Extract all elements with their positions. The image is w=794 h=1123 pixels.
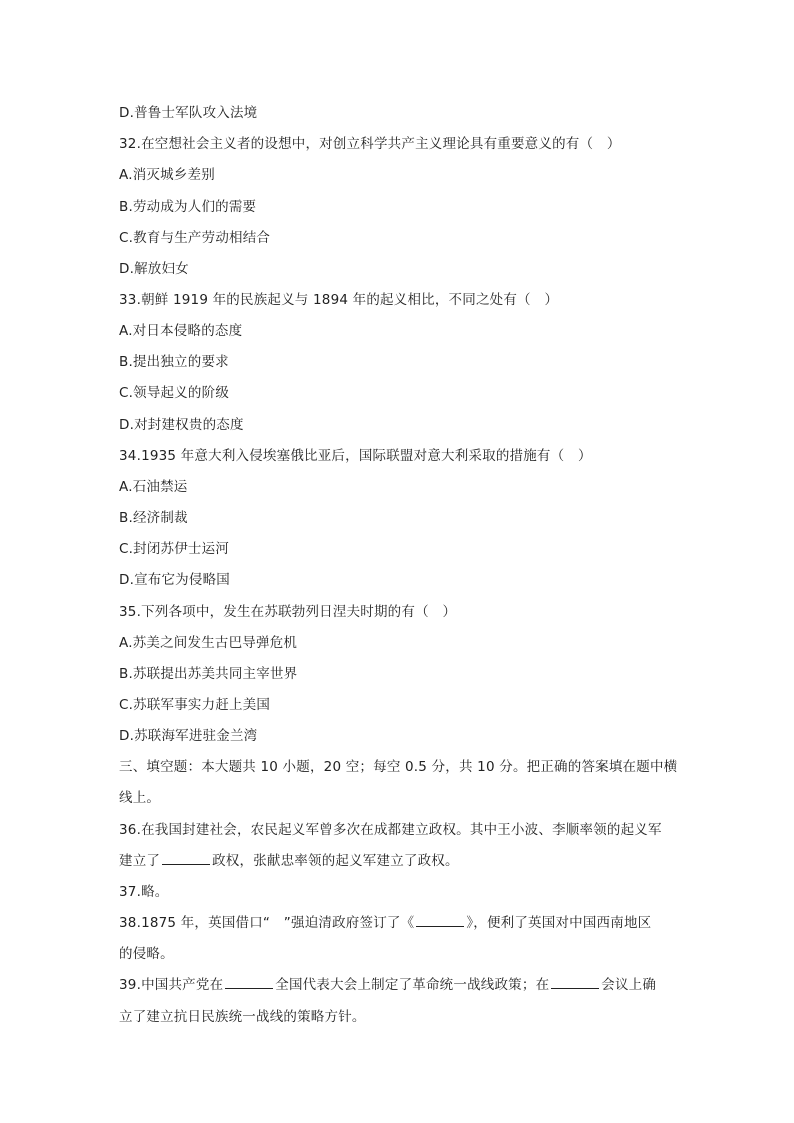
option-34-d: D.宣布它为侵略国 bbox=[119, 572, 230, 588]
option-35-c: C.苏联军事实力赶上美国 bbox=[119, 697, 271, 713]
question-35: 35.下列各项中，发生在苏联勃列日涅夫时期的有（ ） bbox=[119, 604, 457, 620]
option-d-prussian-army: D.普鲁士军队攻入法境 bbox=[119, 105, 258, 121]
question-38-continued: 的侵略。 bbox=[119, 946, 174, 962]
question-32: 32.在空想社会主义者的设想中，对创立科学共产主义理论具有重要意义的有（ ） bbox=[119, 136, 621, 152]
question-36: 36.在我国封建社会，农民起义军曾多次在成都建立政权。其中王小波、李顺率领的起义军 bbox=[119, 822, 662, 838]
q39-text-part2: 全国代表大会上制定了革命统一战线政策；在 bbox=[275, 977, 550, 993]
option-35-b: B.苏联提出苏美共同主宰世界 bbox=[119, 666, 298, 682]
answer-blank bbox=[551, 975, 599, 989]
option-34-c: C.封闭苏伊士运河 bbox=[119, 541, 230, 557]
question-37: 37.略。 bbox=[119, 884, 169, 900]
answer-blank bbox=[416, 913, 464, 927]
option-33-d: D.对封建权贵的态度 bbox=[119, 417, 244, 433]
q39-text-part3: 会议上确 bbox=[601, 977, 657, 993]
option-33-a: A.对日本侵略的态度 bbox=[119, 323, 243, 339]
q38-text-before: 38.1875 年，英国借口“ ”强迫清政府签订了《 bbox=[119, 915, 415, 931]
answer-blank bbox=[225, 975, 273, 989]
question-39 bbox=[119, 975, 694, 995]
option-32-c: C.教育与生产劳动相结合 bbox=[119, 230, 271, 246]
question-39-continued: 立了建立抗日民族统一战线的策略方针。 bbox=[119, 1009, 366, 1025]
option-32-a: A.消灭城乡差别 bbox=[119, 167, 215, 183]
option-35-a: A.苏美之间发生古巴导弹危机 bbox=[119, 635, 298, 651]
question-33: 33.朝鲜 1919 年的民族起义与 1894 年的起义相比，不同之处有（ ） bbox=[119, 292, 559, 308]
section-heading-fill-in: 三、填空题：本大题共 10 小题，20 空；每空 0.5 分，共 10 分。把正确的答案填在题中横 bbox=[119, 759, 678, 775]
question-36-continued bbox=[119, 851, 694, 871]
question-38 bbox=[119, 913, 694, 933]
q38-text-after: 》，便利了英国对中国西南地区 bbox=[466, 915, 652, 931]
option-32-b: B.劳动成为人们的需要 bbox=[119, 199, 257, 215]
question-34: 34.1935 年意大利入侵埃塞俄比亚后，国际联盟对意大利采取的措施有（ ） bbox=[119, 448, 592, 464]
q39-text-part1: 39.中国共产党在 bbox=[119, 977, 224, 993]
answer-blank bbox=[162, 851, 210, 865]
q36-text-before: 建立了 bbox=[119, 853, 161, 869]
option-33-b: B.提出独立的要求 bbox=[119, 354, 229, 370]
option-32-d: D.解放妇女 bbox=[119, 261, 189, 277]
option-33-c: C.领导起义的阶级 bbox=[119, 385, 230, 401]
option-34-a: A.石油禁运 bbox=[119, 479, 188, 495]
section-heading-continued: 线上。 bbox=[119, 790, 161, 806]
q36-text-after: 政权，张献忠率领的起义军建立了政权。 bbox=[212, 853, 459, 869]
option-35-d: D.苏联海军进驻金兰湾 bbox=[119, 728, 258, 744]
option-34-b: B.经济制裁 bbox=[119, 510, 188, 526]
